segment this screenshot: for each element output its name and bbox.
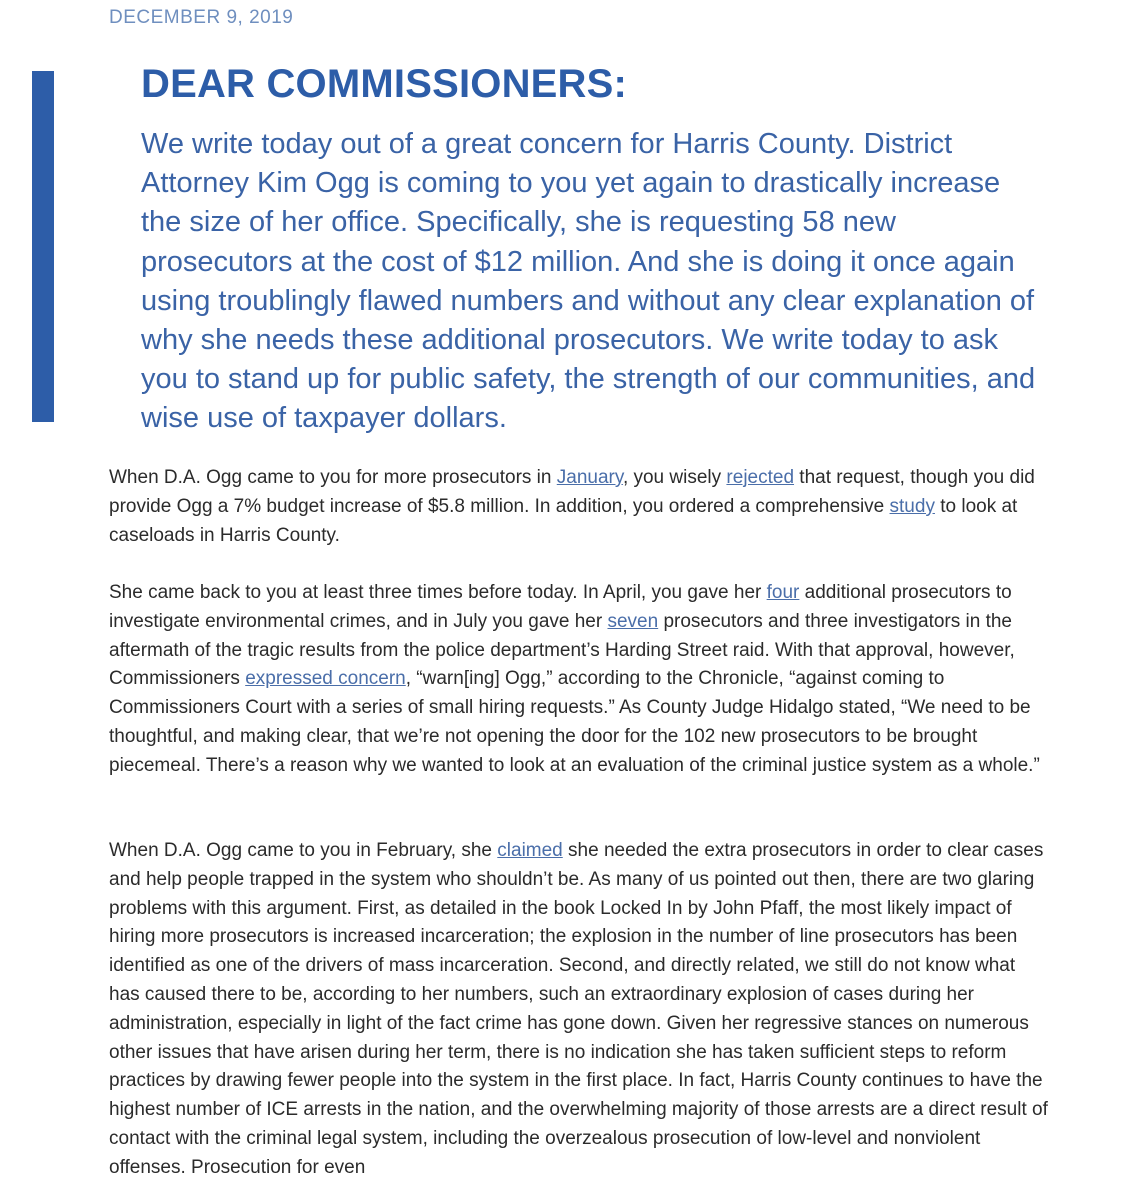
paragraph-january-request: [109, 464, 1049, 550]
paragraph-february-claim: [109, 837, 1049, 1183]
paragraph-text: , “warn[ing] Ogg,” according to the Chronicle, “against coming to Commissioners Court with a series of small hiring requests.” As County Judge Hidalgo stated, “We need to be thoughtful, and making clear, that we’re not opening the door for the 102 new prosecutors to be brought piecemeal. There’s a reason why we wanted to look at an evaluation of the criminal justice system as a whole.”: [109, 668, 1040, 776]
letter-heading: DEAR COMMISSIONERS:: [141, 62, 628, 106]
paragraph-text: she needed the extra prosecutors in order to clear cases and help people trapped in the system who shouldn’t be. As many of us pointed out then, there are two glaring problems with this argument. First, as detailed in the book Locked In by John Pfaff, the most likely impact of hiring more prosecutors is increased incarceration; the explosion in the number of line prosecutors has been identified as one of the drivers of mass incarceration. Second, and directly related, we still do not know what has caused there to be, according to her numbers, such an extraordinary explosion of cases during her administration, especially in light of the fact crime has gone down. Given her regressive stances on numerous other issues that have arisen during her term, there is no indication she has taken sufficient steps to reform practices by drawing fewer people into the system in the first place. In fact, Harris County continues to have the highest number of ICE arrests in the nation, and the overwhelming majority of those arrests are a direct result of contact with the criminal legal system, including the overzealous prosecution of low-level and nonviolent offenses. Prosecution for even: [109, 840, 1048, 1178]
paragraph-text: When D.A. Ogg came to you for more prosecutors in: [109, 467, 557, 488]
link-expressed-concern[interactable]: expressed concern: [245, 668, 406, 690]
link-study[interactable]: study: [889, 495, 935, 517]
link-january[interactable]: January: [556, 467, 623, 488]
paragraph-text: that request, though you did provide Ogg a 7% budget increase of $5.8 million. In addition, you ordered a comprehensive: [109, 467, 1035, 517]
lead-paragraph: We write today out of a great concern for Harris County. District Attorney Kim Ogg is coming to you yet again to drastically increase the size of her office. Specifically, she is requesting 58 new prosecutors at the cost of $12 million. And she is doing it once again using troublingly flawed numbers and without any clear explanation of why she needs these additional prosecutors. We write today to ask you to stand up for public safety, the strength of our communities, and wise use of taxpayer dollars.: [141, 128, 1036, 435]
paragraph-text: prosecutors and three investigators in the aftermath of the tragic results from the police department’s Harding Street raid. With that approval, however, Commissioners: [109, 610, 1015, 690]
link-seven[interactable]: seven: [607, 610, 659, 632]
paragraph-text: to look at caseloads in Harris County.: [109, 495, 1018, 546]
link-four[interactable]: four: [766, 582, 800, 603]
link-claimed[interactable]: claimed: [497, 840, 563, 861]
link-rejected[interactable]: rejected: [726, 467, 795, 488]
accent-bar: [32, 71, 54, 422]
paragraph-text: When D.A. Ogg came to you in February, she: [109, 840, 498, 861]
letter-date: DECEMBER 9, 2019: [109, 7, 294, 28]
paragraph-prior-requests: [109, 579, 1049, 781]
paragraph-text: , you wisely: [622, 467, 727, 488]
paragraph-text: additional prosecutors to investigate environmental crimes, and in July you gave her: [109, 582, 1012, 632]
paragraph-text: She came back to you at least three times before today. In April, you gave her: [109, 582, 767, 603]
